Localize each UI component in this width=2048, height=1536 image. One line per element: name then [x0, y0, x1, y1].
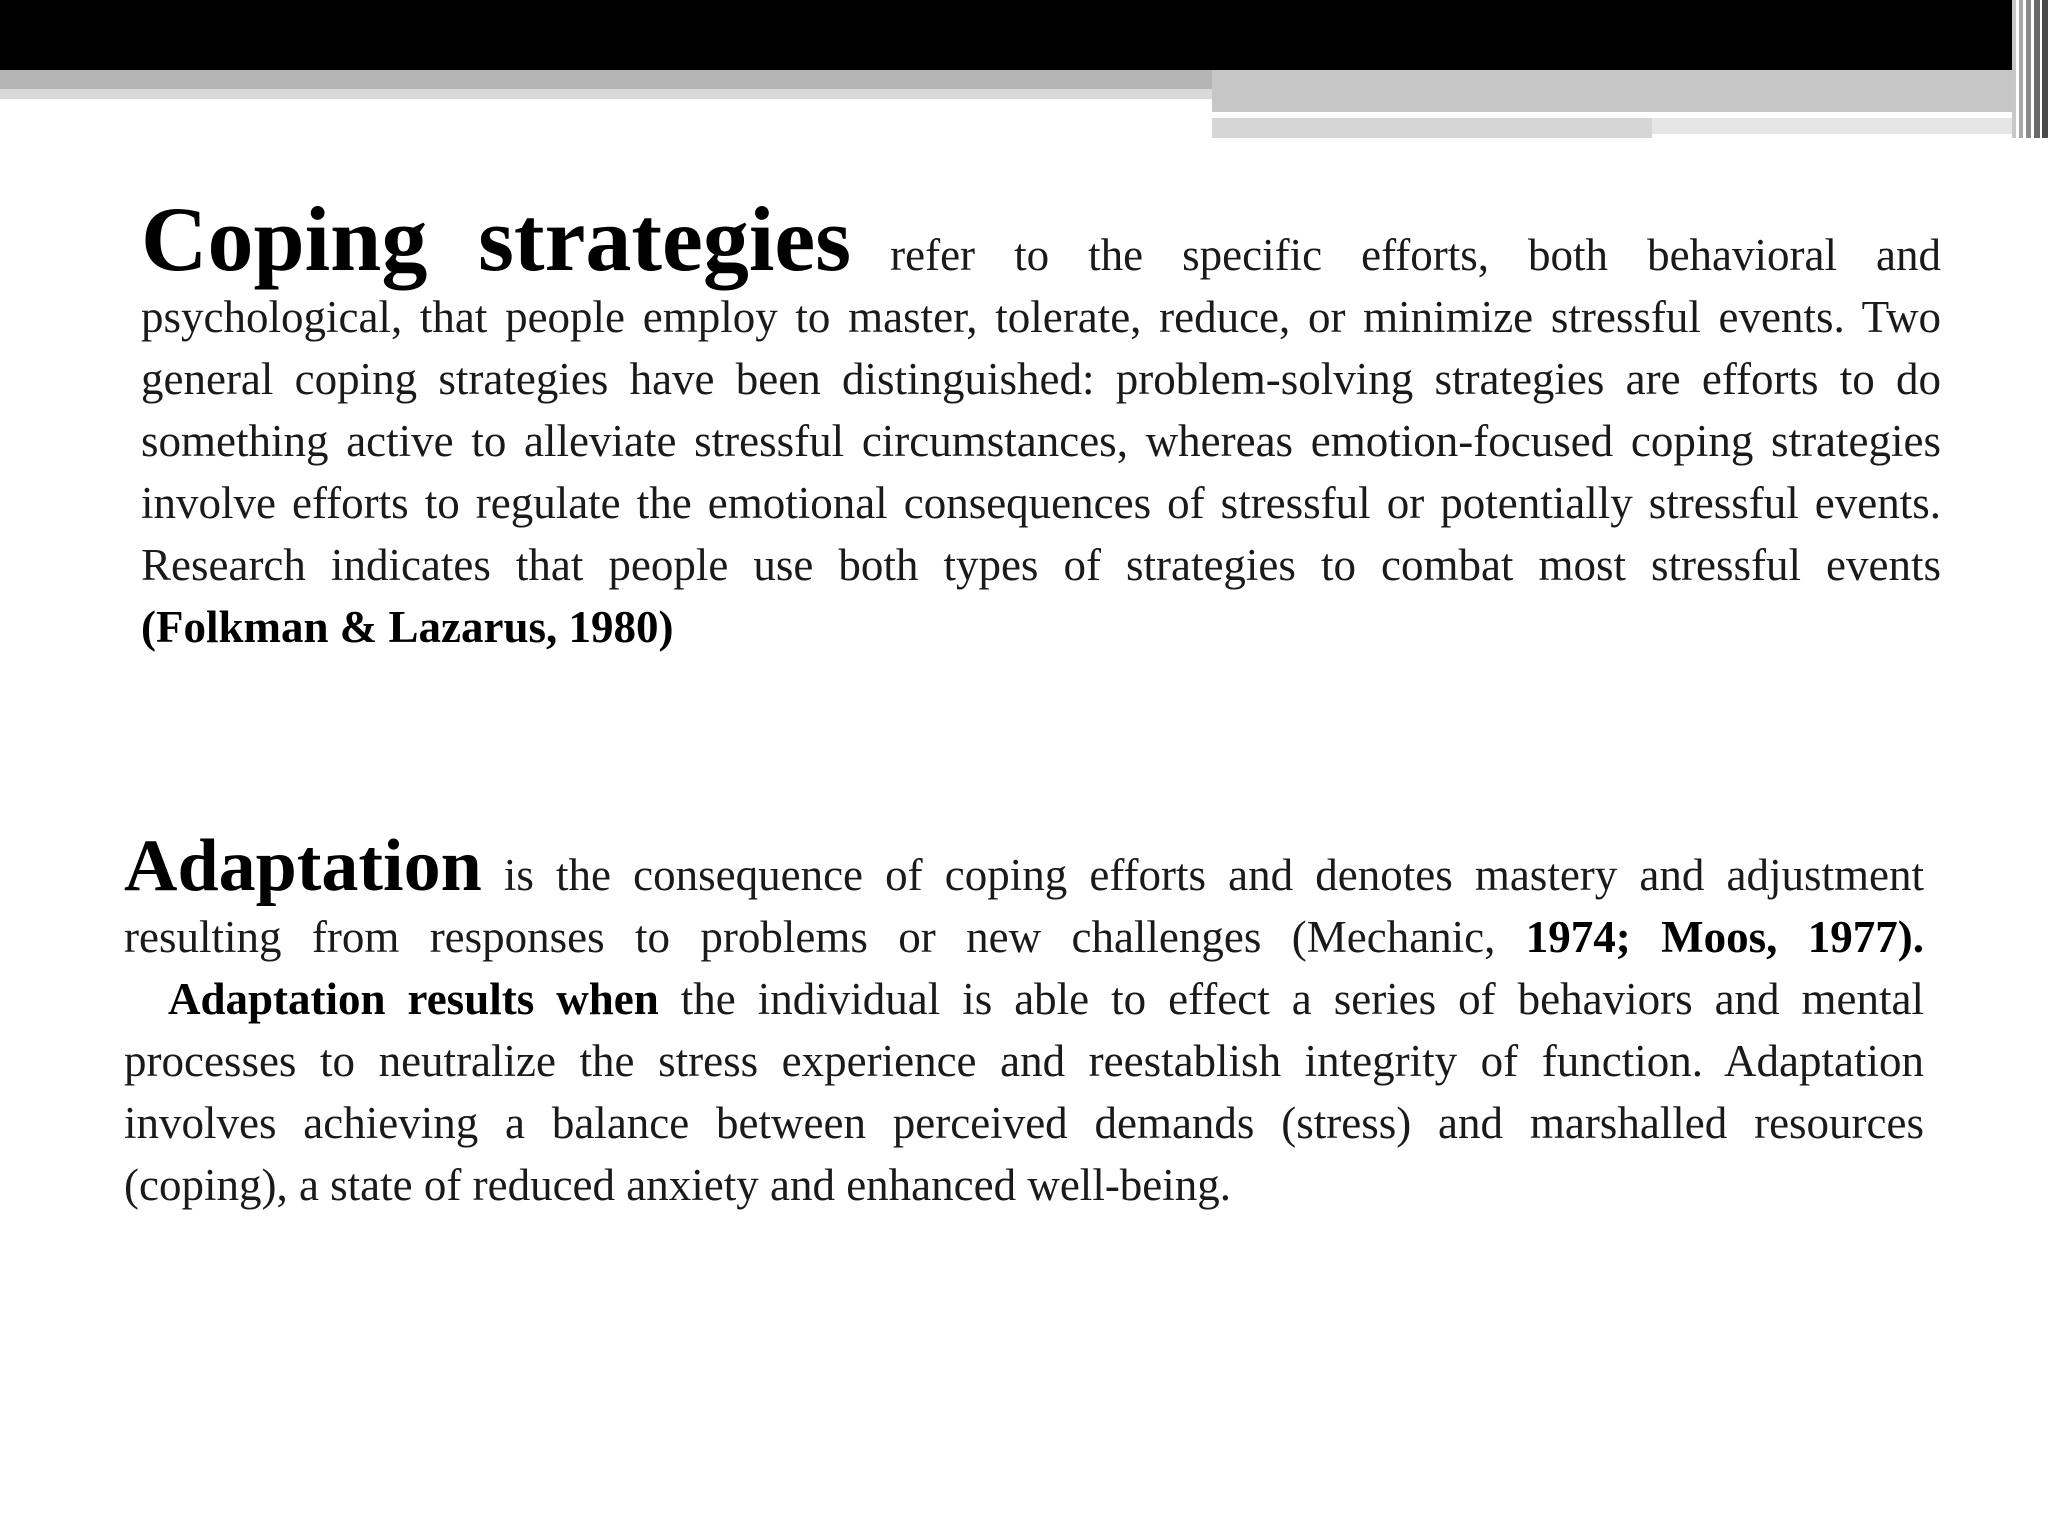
adaptation-text-1: is the consequence of coping efforts and denotes mastery and adjustment resulting from responses to problems or new challenges (Mechanic, — [124, 850, 1924, 962]
header-stripe — [1212, 118, 1652, 138]
coping-strategies-term: Coping strategies — [141, 188, 852, 290]
coping-strategies-text: refer to the specific efforts, both behavioral and psychological, that people employ to master, tolerate, reduce, or minimize stressful events. Two general coping strategies have been distinguished: problem-solving strategies are efforts to do something active to alleviate stressful circumstances, whereas emotion-focused coping strategies involve efforts to regulate the emotional consequences of stressful or potentially stressful events. Research indicates that people use both types of strategies to combat most stressful events — [141, 230, 1941, 590]
adaptation-citation: 1974; Moos, 1977). — [1525, 912, 1924, 962]
header-vertical-bars — [2012, 0, 2048, 138]
adaptation-term: Adaptation — [124, 825, 482, 907]
adaptation-paragraph — [124, 825, 1925, 1216]
coping-strategies-paragraph — [141, 188, 1941, 658]
header-stripe — [0, 89, 1212, 99]
header-black-band — [0, 0, 2048, 70]
header-stripe — [1212, 70, 2012, 112]
header-stripe — [1652, 118, 2012, 134]
adaptation-bold-phrase: Adaptation results when — [168, 974, 659, 1024]
coping-strategies-citation: (Folkman & Lazarus, 1980) — [141, 602, 674, 652]
adaptation-spacer — [124, 974, 168, 1024]
adaptation-text-2: the individual is able to effect a series of behaviors and mental processes to neutralize the stress experience and reestablish integrity of function. Adaptation involves achieving a balance between perceived demands (stress) and marshalled resources (coping), a state of reduced anxiety and enhanced well-being. — [124, 974, 1925, 1210]
header-stripe — [0, 70, 1212, 89]
